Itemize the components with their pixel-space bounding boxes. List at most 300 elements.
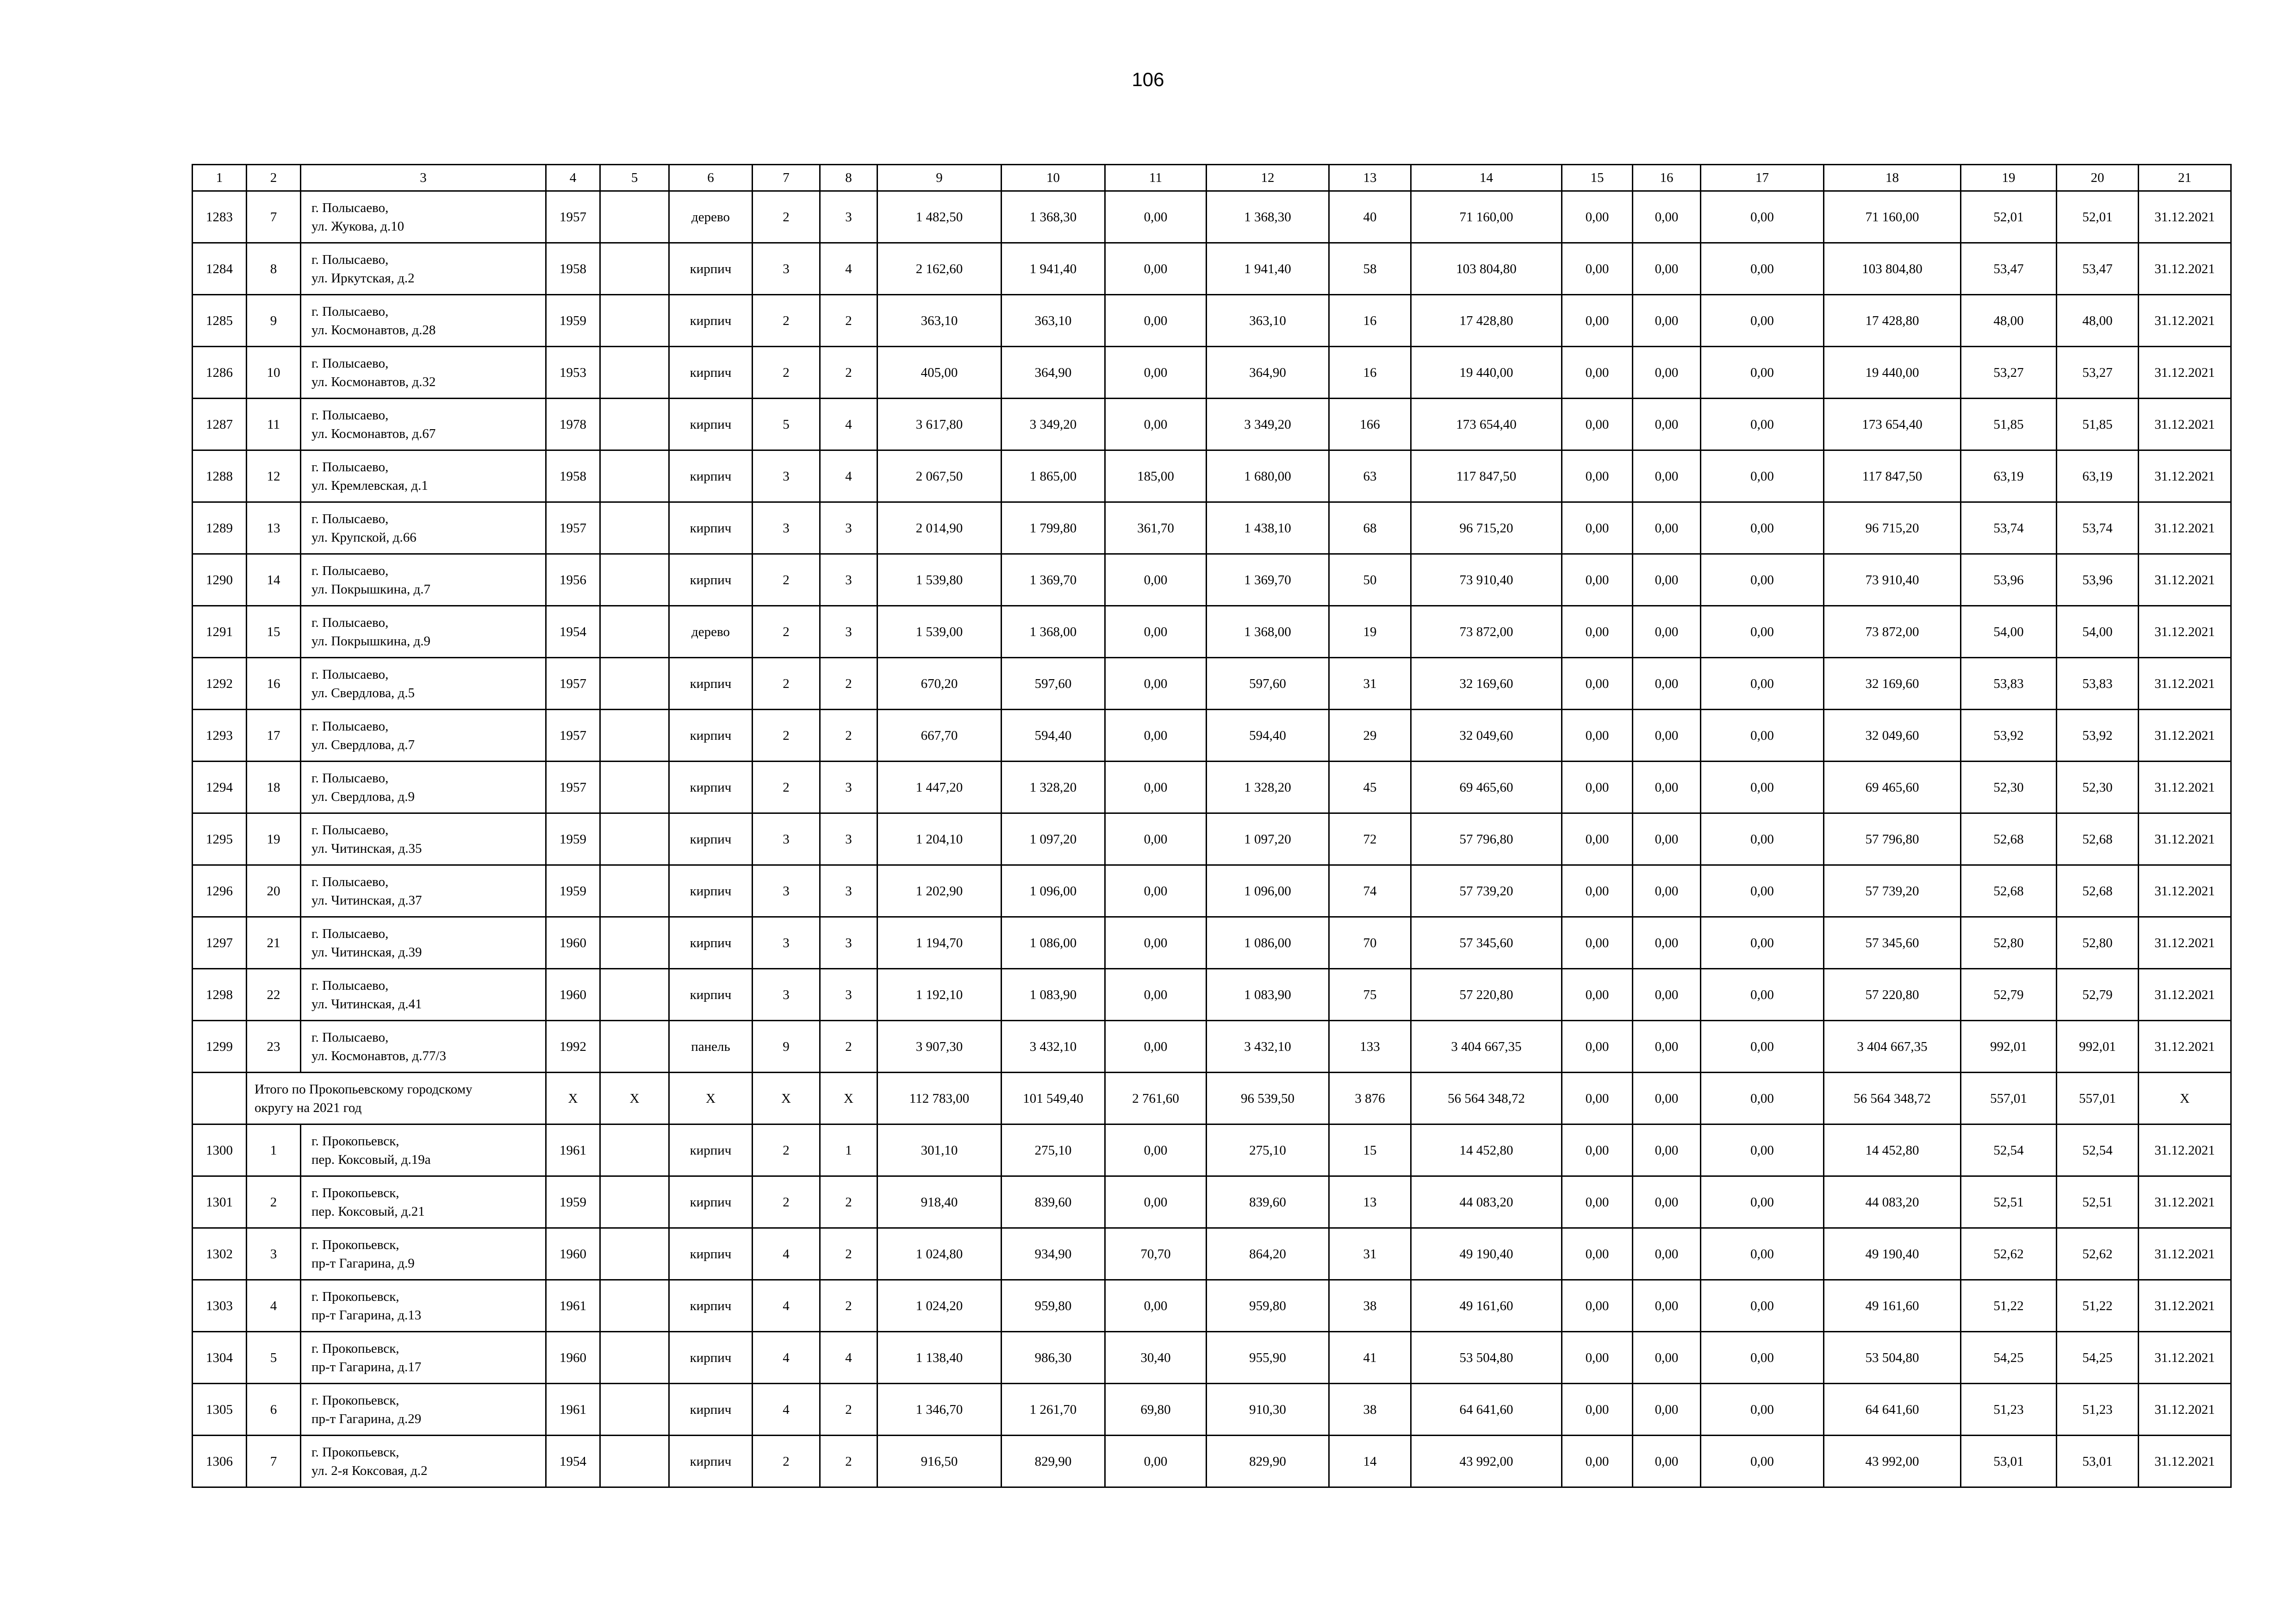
total-cell: 101 549,40 <box>1002 1073 1105 1124</box>
table-cell: 53,47 <box>1961 243 2057 295</box>
address-cell <box>301 1384 546 1436</box>
table-cell: 51,85 <box>2057 399 2139 450</box>
table-cell: 1 865,00 <box>1002 450 1105 502</box>
table-cell: 1 368,30 <box>1207 191 1329 243</box>
empty-cell <box>193 1073 247 1124</box>
table-cell: 0,00 <box>1701 399 1824 450</box>
table-cell: 1 086,00 <box>1207 917 1329 969</box>
table-cell: кирпич <box>669 813 753 865</box>
table-cell: 2 <box>820 347 877 399</box>
table-cell: 1295 <box>193 813 247 865</box>
table-cell: 9 <box>753 1021 820 1073</box>
table-cell: 364,90 <box>1207 347 1329 399</box>
address-line: г. Полысаево, <box>311 252 389 267</box>
table-cell: 2 <box>820 658 877 710</box>
table-cell: 52,01 <box>1961 191 2057 243</box>
table-cell: 3 <box>820 917 877 969</box>
address-line: ул. Читинская, д.37 <box>311 893 422 908</box>
total-cell: 2 761,60 <box>1105 1073 1207 1124</box>
table-cell: панель <box>669 1021 753 1073</box>
table-cell: 1961 <box>546 1280 600 1332</box>
table-cell: 2 <box>820 1176 877 1228</box>
table-cell: 3 <box>820 762 877 813</box>
table-cell <box>600 502 669 554</box>
table-cell: 31.12.2021 <box>2139 1021 2231 1073</box>
table-cell: 934,90 <box>1002 1228 1105 1280</box>
table-cell: 17 428,80 <box>1411 295 1562 347</box>
table-cell: 17 <box>247 710 301 762</box>
table-cell: 829,90 <box>1002 1436 1105 1487</box>
table-cell: 31.12.2021 <box>2139 1124 2231 1176</box>
column-number: 1 <box>193 165 247 191</box>
table-cell: 50 <box>1329 554 1411 606</box>
table-cell: 63,19 <box>2057 450 2139 502</box>
table-cell: 1 202,90 <box>877 865 1002 917</box>
address-line: г. Полысаево, <box>311 770 389 786</box>
table-cell: 363,10 <box>877 295 1002 347</box>
table-cell: 51,22 <box>1961 1280 2057 1332</box>
address-line: ул. Свердлова, д.9 <box>311 789 415 804</box>
table-cell: 16 <box>1329 295 1411 347</box>
table-cell: 1961 <box>546 1384 600 1436</box>
table-cell: 0,00 <box>1701 1021 1824 1073</box>
table-cell: 0,00 <box>1701 347 1824 399</box>
table-cell: 52,80 <box>1961 917 2057 969</box>
table-cell: 49 161,60 <box>1824 1280 1961 1332</box>
table-row <box>193 243 2231 295</box>
table-cell: кирпич <box>669 1436 753 1487</box>
table-cell <box>600 658 669 710</box>
table-cell: 1299 <box>193 1021 247 1073</box>
table-cell: 0,00 <box>1562 243 1633 295</box>
table-cell: кирпич <box>669 1124 753 1176</box>
table-cell <box>600 917 669 969</box>
column-number: 21 <box>2139 165 2231 191</box>
table-cell: 1960 <box>546 917 600 969</box>
table-cell: 15 <box>1329 1124 1411 1176</box>
table-cell <box>600 1228 669 1280</box>
table-cell: 32 049,60 <box>1411 710 1562 762</box>
table-cell: 57 220,80 <box>1411 969 1562 1021</box>
table-cell: 1 <box>820 1124 877 1176</box>
table-cell: 117 847,50 <box>1411 450 1562 502</box>
table-cell: 1957 <box>546 502 600 554</box>
table-cell: 53,96 <box>2057 554 2139 606</box>
table-cell: 3 <box>753 450 820 502</box>
table-cell: 4 <box>753 1228 820 1280</box>
table-cell: 0,00 <box>1701 295 1824 347</box>
table-cell <box>600 1436 669 1487</box>
table-cell: 52,54 <box>1961 1124 2057 1176</box>
table-cell: 3 432,10 <box>1002 1021 1105 1073</box>
table-cell: 1957 <box>546 658 600 710</box>
total-cell: X <box>546 1073 600 1124</box>
table-cell: 52,79 <box>2057 969 2139 1021</box>
table-row <box>193 1436 2231 1487</box>
column-number: 17 <box>1701 165 1824 191</box>
table-cell: 57 220,80 <box>1824 969 1961 1021</box>
column-number: 10 <box>1002 165 1105 191</box>
table-cell: 597,60 <box>1002 658 1105 710</box>
table-cell: 0,00 <box>1701 606 1824 658</box>
table-cell: 103 804,80 <box>1824 243 1961 295</box>
column-number: 5 <box>600 165 669 191</box>
table-cell: 0,00 <box>1562 762 1633 813</box>
total-cell: 56 564 348,72 <box>1411 1073 1562 1124</box>
table-cell: 29 <box>1329 710 1411 762</box>
table-cell: 594,40 <box>1002 710 1105 762</box>
housing-register-table <box>192 164 2232 1488</box>
table-cell: 9 <box>247 295 301 347</box>
table-cell: 1294 <box>193 762 247 813</box>
table-cell: 3 <box>753 243 820 295</box>
table-cell: 0,00 <box>1701 502 1824 554</box>
table-cell: 839,60 <box>1002 1176 1105 1228</box>
table-cell: 54,25 <box>1961 1332 2057 1384</box>
table-cell: 1 539,00 <box>877 606 1002 658</box>
table-cell: 75 <box>1329 969 1411 1021</box>
table-cell: 0,00 <box>1701 1384 1824 1436</box>
table-cell: 57 739,20 <box>1411 865 1562 917</box>
table-cell: 0,00 <box>1633 762 1701 813</box>
table-cell: 70,70 <box>1105 1228 1207 1280</box>
table-cell: 0,00 <box>1105 1021 1207 1073</box>
table-cell: 32 049,60 <box>1824 710 1961 762</box>
table-cell: 1301 <box>193 1176 247 1228</box>
table-cell: 1 083,90 <box>1207 969 1329 1021</box>
table-cell: 16 <box>1329 347 1411 399</box>
table-cell: 51,23 <box>1961 1384 2057 1436</box>
table-cell: 0,00 <box>1105 191 1207 243</box>
table-cell: 57 345,60 <box>1411 917 1562 969</box>
address-cell <box>301 1436 546 1487</box>
table-cell: 955,90 <box>1207 1332 1329 1384</box>
table-cell: 51,22 <box>2057 1280 2139 1332</box>
table-cell: 1957 <box>546 191 600 243</box>
table-cell: 31 <box>1329 1228 1411 1280</box>
table-cell <box>600 1124 669 1176</box>
column-number: 9 <box>877 165 1002 191</box>
address-line: пр-т Гагарина, д.9 <box>311 1255 415 1271</box>
table-cell: 20 <box>247 865 301 917</box>
address-line: пер. Коксовый, д.21 <box>311 1204 425 1219</box>
address-cell <box>301 762 546 813</box>
address-line: ул. Покрышкина, д.9 <box>311 633 431 649</box>
table-cell: 0,00 <box>1701 658 1824 710</box>
address-line: г. Полысаево, <box>311 563 389 578</box>
table-cell: 2 <box>820 1228 877 1280</box>
table-cell: 1304 <box>193 1332 247 1384</box>
table-cell: 31.12.2021 <box>2139 243 2231 295</box>
table-cell: 3 <box>820 502 877 554</box>
address-line: ул. Свердлова, д.7 <box>311 737 415 752</box>
table-cell: кирпич <box>669 710 753 762</box>
table-cell: 21 <box>247 917 301 969</box>
table-cell: 1297 <box>193 917 247 969</box>
table-cell: 31.12.2021 <box>2139 554 2231 606</box>
table-cell: 71 160,00 <box>1411 191 1562 243</box>
table-cell: 0,00 <box>1562 710 1633 762</box>
address-cell <box>301 450 546 502</box>
table-cell: 918,40 <box>877 1176 1002 1228</box>
address-line: ул. Космонавтов, д.67 <box>311 426 436 441</box>
table-cell <box>600 1176 669 1228</box>
table-cell: 2 <box>820 1021 877 1073</box>
table-row <box>193 710 2231 762</box>
table-cell: 3 <box>820 606 877 658</box>
table-cell: 173 654,40 <box>1411 399 1562 450</box>
address-line: г. Прокопьевск, <box>311 1185 399 1200</box>
table-cell: 173 654,40 <box>1824 399 1961 450</box>
table-cell: 1302 <box>193 1228 247 1280</box>
table-cell: 19 <box>247 813 301 865</box>
table-cell: 31.12.2021 <box>2139 658 2231 710</box>
table-cell: 3 <box>820 554 877 606</box>
table-cell: 71 160,00 <box>1824 191 1961 243</box>
table-cell: 1298 <box>193 969 247 1021</box>
table-cell: 31.12.2021 <box>2139 295 2231 347</box>
table-cell: 52,01 <box>2057 191 2139 243</box>
address-line: ул. Читинская, д.41 <box>311 996 422 1012</box>
table-cell: 54,00 <box>2057 606 2139 658</box>
table-row <box>193 1021 2231 1073</box>
column-number: 8 <box>820 165 877 191</box>
table-cell: 1958 <box>546 243 600 295</box>
table-cell: 0,00 <box>1701 1332 1824 1384</box>
table-cell: 31.12.2021 <box>2139 1228 2231 1280</box>
table-cell: 4 <box>820 450 877 502</box>
table-cell: 0,00 <box>1105 1176 1207 1228</box>
table-row <box>193 658 2231 710</box>
total-cell: X <box>2139 1073 2231 1124</box>
address-cell <box>301 865 546 917</box>
table-cell: 2 <box>820 1436 877 1487</box>
table-row <box>193 762 2231 813</box>
table-cell <box>600 347 669 399</box>
table-cell: 1954 <box>546 1436 600 1487</box>
total-cell: 0,00 <box>1701 1073 1824 1124</box>
table-cell: 1960 <box>546 969 600 1021</box>
table-cell: 1 024,80 <box>877 1228 1002 1280</box>
table-cell: 49 161,60 <box>1411 1280 1562 1332</box>
column-number: 7 <box>753 165 820 191</box>
table-cell: 2 067,50 <box>877 450 1002 502</box>
table-cell: 0,00 <box>1562 1384 1633 1436</box>
table-cell: 1957 <box>546 762 600 813</box>
table-cell: 2 <box>820 1384 877 1436</box>
table-cell: 1992 <box>546 1021 600 1073</box>
table-cell: 0,00 <box>1562 347 1633 399</box>
table-cell: 4 <box>753 1280 820 1332</box>
table-cell: 51,23 <box>2057 1384 2139 1436</box>
address-line: г. Полысаево, <box>311 511 389 526</box>
table-cell: 64 641,60 <box>1411 1384 1562 1436</box>
table-cell: 49 190,40 <box>1824 1228 1961 1280</box>
table-cell: 73 910,40 <box>1824 554 1961 606</box>
table-cell: 1 447,20 <box>877 762 1002 813</box>
column-number: 11 <box>1105 165 1207 191</box>
table-cell: 185,00 <box>1105 450 1207 502</box>
total-label-line: округу на 2021 год <box>255 1100 362 1115</box>
table-cell: 3 349,20 <box>1207 399 1329 450</box>
table-cell: дерево <box>669 191 753 243</box>
table-cell: 0,00 <box>1701 554 1824 606</box>
table-cell <box>600 191 669 243</box>
table-cell: 594,40 <box>1207 710 1329 762</box>
column-number: 16 <box>1633 165 1701 191</box>
table-cell: 1300 <box>193 1124 247 1176</box>
address-line: г. Полысаево, <box>311 978 389 993</box>
column-number: 3 <box>301 165 546 191</box>
table-cell: 5 <box>753 399 820 450</box>
address-line: г. Полысаево, <box>311 874 389 889</box>
table-cell: 4 <box>247 1280 301 1332</box>
address-cell <box>301 502 546 554</box>
table-row <box>193 1384 2231 1436</box>
address-cell <box>301 243 546 295</box>
table-row <box>193 450 2231 502</box>
table-cell: 0,00 <box>1562 502 1633 554</box>
table-cell: 16 <box>247 658 301 710</box>
table-cell: 1 024,20 <box>877 1280 1002 1332</box>
table-cell: 53,27 <box>2057 347 2139 399</box>
table-cell: 17 428,80 <box>1824 295 1961 347</box>
address-cell <box>301 606 546 658</box>
table-cell: 73 910,40 <box>1411 554 1562 606</box>
table-cell <box>600 710 669 762</box>
table-cell: 7 <box>247 1436 301 1487</box>
table-cell: 0,00 <box>1633 1228 1701 1280</box>
address-line: г. Прокопьевск, <box>311 1393 399 1408</box>
table-cell: 31.12.2021 <box>2139 1176 2231 1228</box>
table-row <box>193 969 2231 1021</box>
table-cell: 1 680,00 <box>1207 450 1329 502</box>
table-cell: 69,80 <box>1105 1384 1207 1436</box>
table-row <box>193 1176 2231 1228</box>
table-cell: 1 941,40 <box>1207 243 1329 295</box>
table-cell: 44 083,20 <box>1824 1176 1961 1228</box>
address-line: г. Полысаево, <box>311 667 389 682</box>
address-cell <box>301 191 546 243</box>
table-cell <box>600 243 669 295</box>
table-cell: 0,00 <box>1105 606 1207 658</box>
table-row <box>193 917 2231 969</box>
table-cell: 8 <box>247 243 301 295</box>
table-cell <box>600 554 669 606</box>
table-cell: кирпич <box>669 554 753 606</box>
table-cell: 74 <box>1329 865 1411 917</box>
table-cell: 31.12.2021 <box>2139 606 2231 658</box>
table-cell: 0,00 <box>1105 865 1207 917</box>
table-cell: 0,00 <box>1105 554 1207 606</box>
table-cell: 1284 <box>193 243 247 295</box>
table-cell: 31.12.2021 <box>2139 813 2231 865</box>
table-cell: 0,00 <box>1701 865 1824 917</box>
total-cell: 56 564 348,72 <box>1824 1073 1961 1124</box>
table-cell: 52,62 <box>2057 1228 2139 1280</box>
table-row <box>193 399 2231 450</box>
table-cell: 1960 <box>546 1228 600 1280</box>
table-cell: 30,40 <box>1105 1332 1207 1384</box>
table-cell: 363,10 <box>1002 295 1105 347</box>
address-line: пр-т Гагарина, д.29 <box>311 1411 422 1426</box>
table-cell: 1959 <box>546 1176 600 1228</box>
address-line: ул. 2-я Коксовая, д.2 <box>311 1463 428 1478</box>
table-cell: 64 641,60 <box>1824 1384 1961 1436</box>
address-line: г. Полысаево, <box>311 304 389 319</box>
table-row <box>193 1124 2231 1176</box>
table-cell: 57 739,20 <box>1824 865 1961 917</box>
address-cell <box>301 1280 546 1332</box>
table-cell: 51,85 <box>1961 399 2057 450</box>
table-cell: 18 <box>247 762 301 813</box>
table-cell: 31.12.2021 <box>2139 1384 2231 1436</box>
table-cell: 3 <box>820 813 877 865</box>
table-cell: 3 907,30 <box>877 1021 1002 1073</box>
table-cell: 52,62 <box>1961 1228 2057 1280</box>
total-label-line: Итого по Прокопьевскому городскому <box>255 1081 473 1097</box>
address-line: ул. Кремлевская, д.1 <box>311 478 428 493</box>
table-cell: 0,00 <box>1633 606 1701 658</box>
table-cell: 0,00 <box>1701 969 1824 1021</box>
address-line: ул. Читинская, д.35 <box>311 841 422 856</box>
table-cell: 2 <box>247 1176 301 1228</box>
table-cell: 1287 <box>193 399 247 450</box>
table-cell: 1 328,20 <box>1207 762 1329 813</box>
total-cell: 557,01 <box>1961 1073 2057 1124</box>
table-cell: 0,00 <box>1701 450 1824 502</box>
address-line: ул. Жукова, д.10 <box>311 219 404 234</box>
address-line: пр-т Гагарина, д.17 <box>311 1359 422 1374</box>
table-cell: 54,25 <box>2057 1332 2139 1384</box>
table-cell: 2 014,90 <box>877 502 1002 554</box>
table-cell: 992,01 <box>2057 1021 2139 1073</box>
table-cell <box>600 1021 669 1073</box>
table-cell <box>600 399 669 450</box>
address-cell <box>301 710 546 762</box>
table-cell: 53,47 <box>2057 243 2139 295</box>
table-cell: 43 992,00 <box>1411 1436 1562 1487</box>
table-cell: 959,80 <box>1002 1280 1105 1332</box>
table-cell: 1956 <box>546 554 600 606</box>
table-cell: 0,00 <box>1562 969 1633 1021</box>
table-cell: 1953 <box>546 347 600 399</box>
table-cell: 0,00 <box>1701 1124 1824 1176</box>
table-cell: 1958 <box>546 450 600 502</box>
table-cell: 48,00 <box>1961 295 2057 347</box>
table-cell: 31.12.2021 <box>2139 399 2231 450</box>
table-cell: кирпич <box>669 1332 753 1384</box>
address-cell <box>301 1021 546 1073</box>
table-cell: 53,74 <box>1961 502 2057 554</box>
table-cell: 68 <box>1329 502 1411 554</box>
table-cell: 14 <box>247 554 301 606</box>
table-cell: 0,00 <box>1562 450 1633 502</box>
table-cell: 52,51 <box>1961 1176 2057 1228</box>
table-row <box>193 606 2231 658</box>
page-number: 106 <box>1132 69 1164 90</box>
table-cell: 0,00 <box>1701 1280 1824 1332</box>
table-cell: 0,00 <box>1105 813 1207 865</box>
table-cell: 2 <box>820 710 877 762</box>
table-cell: 32 169,60 <box>1411 658 1562 710</box>
table-cell: 6 <box>247 1384 301 1436</box>
table-cell: 0,00 <box>1633 1332 1701 1384</box>
table-cell: 0,00 <box>1562 1280 1633 1332</box>
table-cell: 3 617,80 <box>877 399 1002 450</box>
table-cell: 2 <box>820 295 877 347</box>
table-cell: 0,00 <box>1562 865 1633 917</box>
